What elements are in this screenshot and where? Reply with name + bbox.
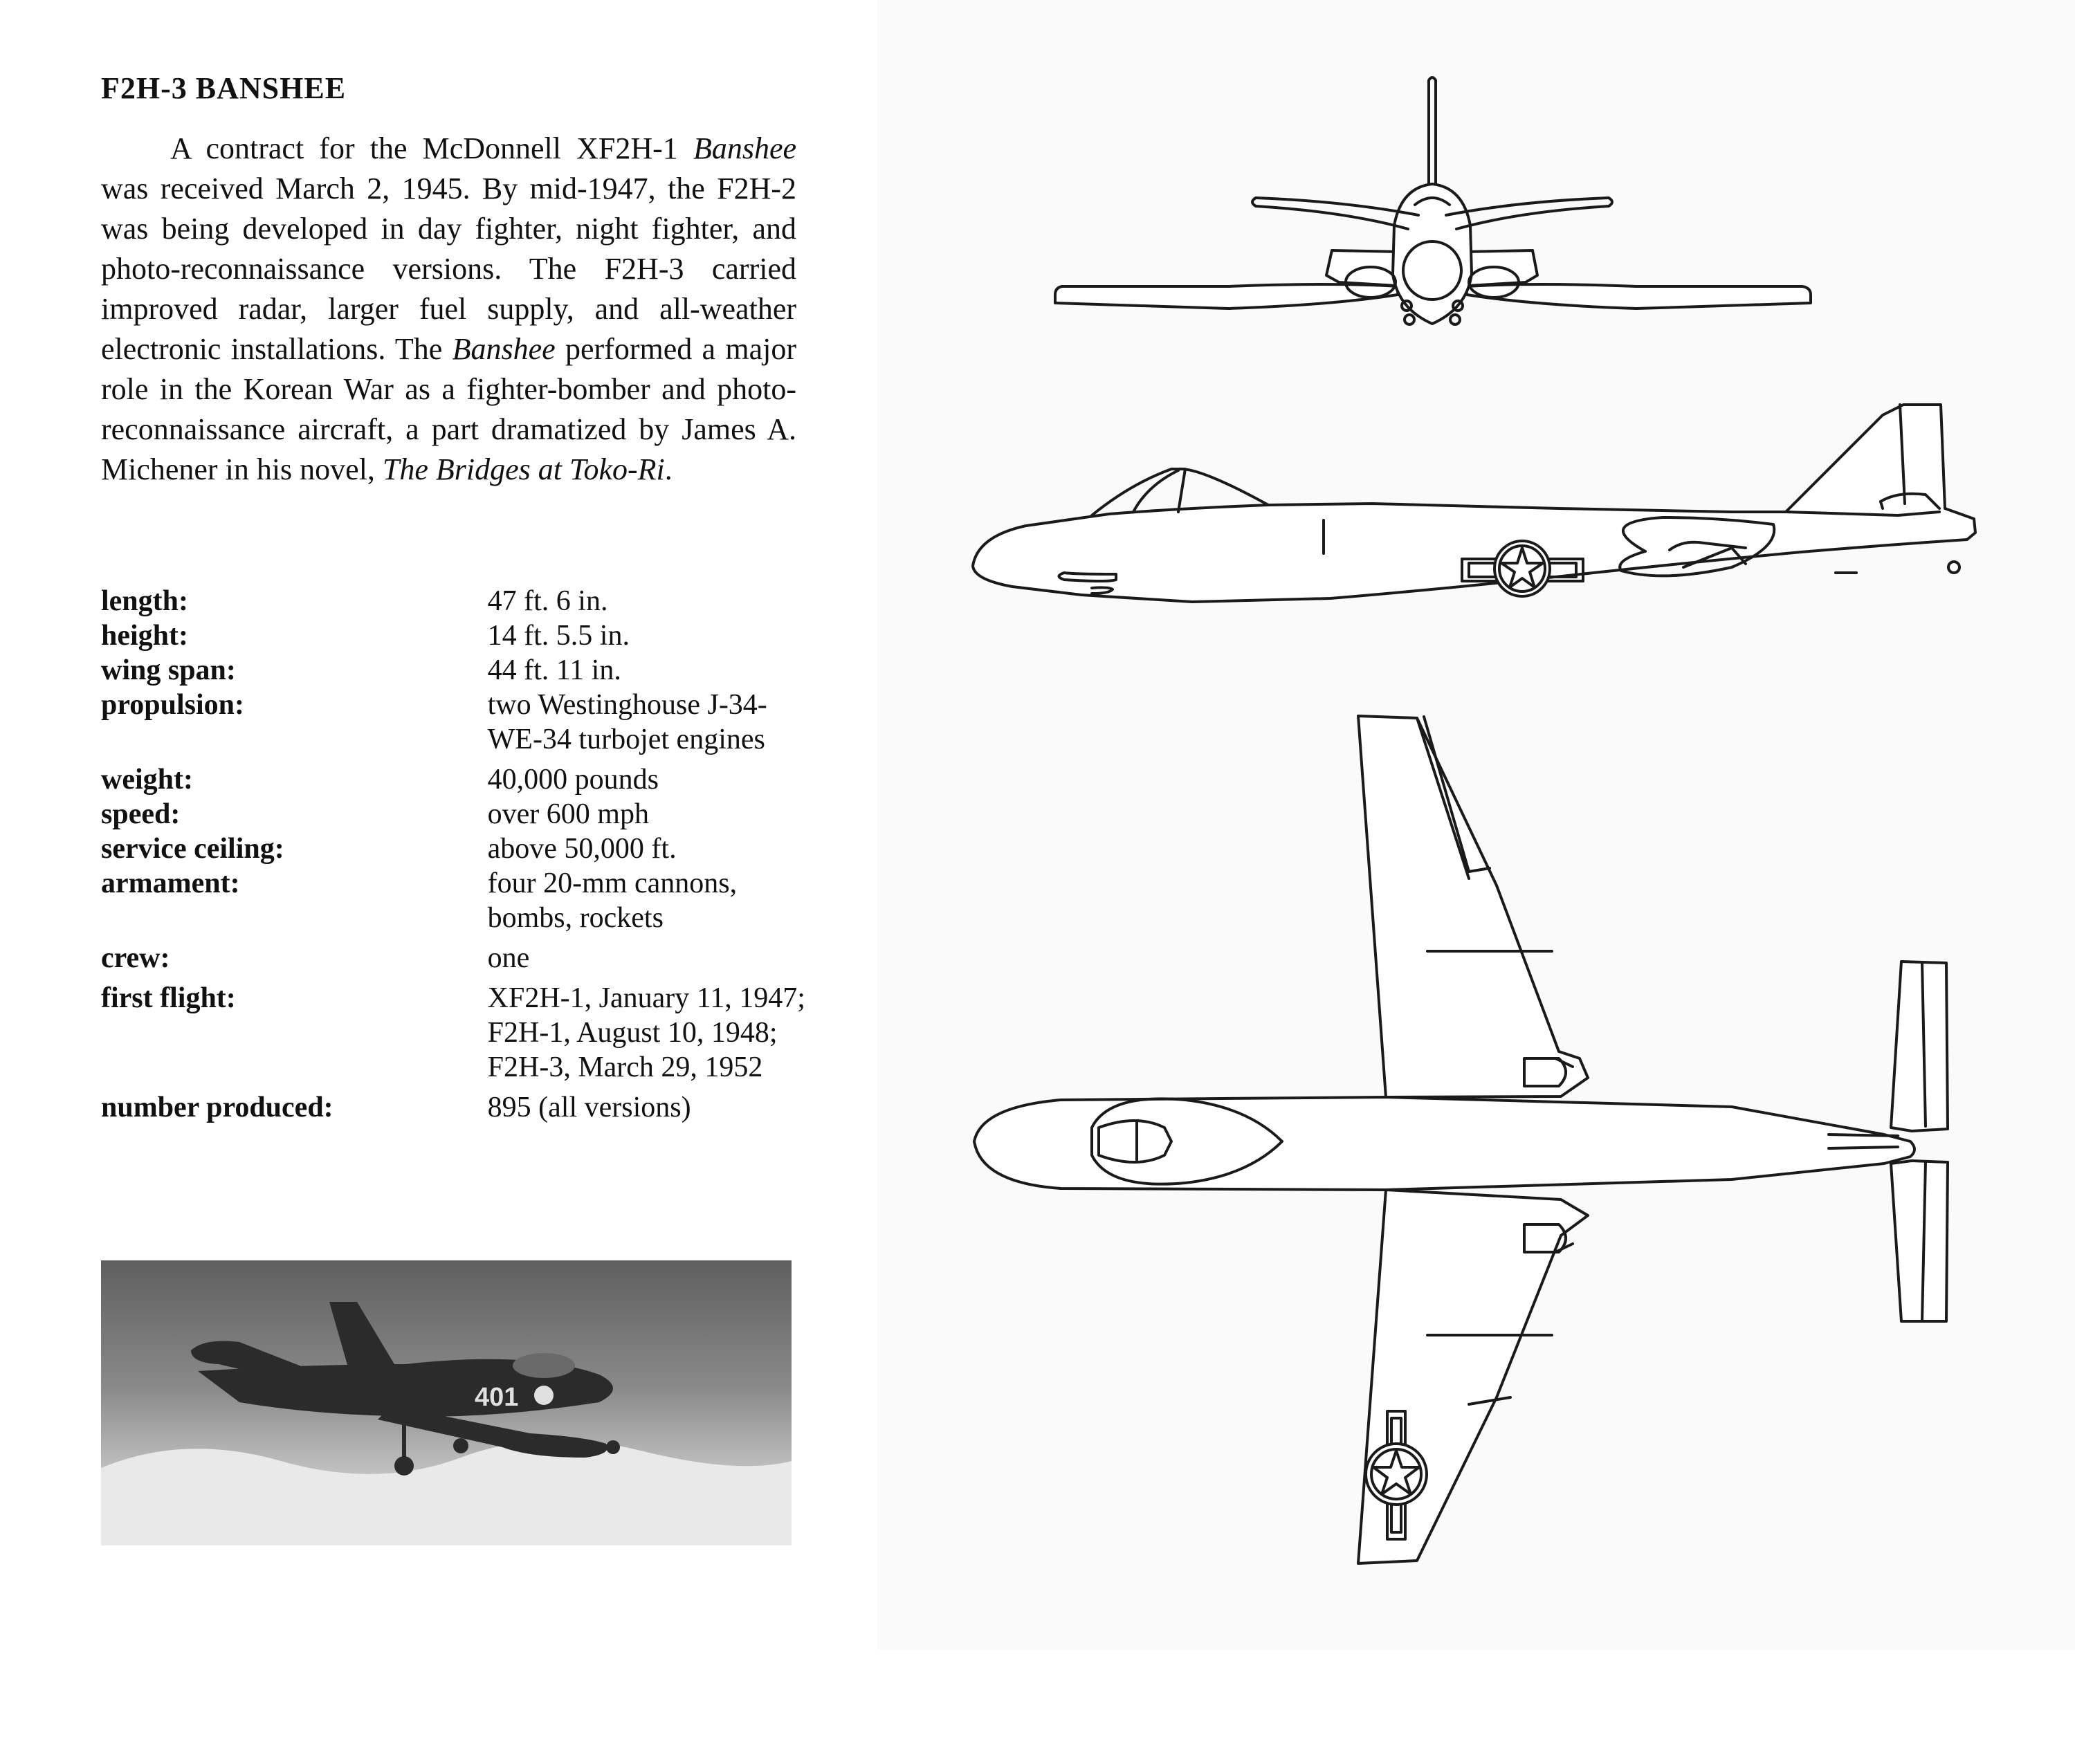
spec-label: weight: (101, 764, 193, 796)
spec-label: first flight: (101, 982, 236, 1014)
spec-label: speed: (101, 798, 181, 830)
spec-row-crew (101, 941, 807, 981)
intro-italic-2: Banshee (452, 332, 556, 366)
spec-row-first-flight (101, 981, 807, 1090)
spec-label: number produced: (101, 1092, 333, 1123)
spec-label: crew: (101, 942, 170, 974)
intro-italic-3: The Bridges at Toko-Ri (382, 452, 665, 486)
spec-row-wing-span (101, 653, 807, 688)
side-view-drawing (971, 367, 2009, 630)
intro-text-1: A contract for the McDonnell XF2H-1 (170, 131, 693, 165)
aircraft-photo-graphic (101, 1260, 792, 1545)
specs-table (101, 584, 807, 1125)
spec-value: one (487, 942, 530, 974)
spec-label: armament: (101, 867, 240, 899)
spec-row-speed (101, 797, 807, 832)
spec-value: two Westinghouse J-34-WE-34 turbojet engines (487, 689, 767, 755)
intro-text-2: was received March 2, 1945. By mid-1947, the F2H-2 was being developed in day fighter, night fighter, and photo-reconnaissance versions. The F2H-3 carried improved radar, larger fuel supply, and all-weather electronic installations. The (101, 172, 796, 366)
intro-italic-1: Banshee (693, 131, 796, 165)
spec-label: length: (101, 585, 188, 617)
spec-value: 44 ft. 11 in. (487, 654, 621, 686)
tail-number: 401 (475, 1383, 519, 1412)
spec-row-height (101, 618, 807, 653)
spec-row-number-produced (101, 1090, 807, 1125)
aircraft-photo (101, 1260, 792, 1545)
intro-text-4: . (664, 452, 673, 486)
intro-text-3: performed a major role in the Korean War as a fighter-bomber and photo-reconnaissance aircraft, a part dramatized by James A. Michener in his novel, (101, 332, 796, 486)
spec-row-propulsion (101, 688, 807, 762)
spec-label: height: (101, 620, 188, 652)
front-view-drawing (1041, 66, 1955, 357)
page-title: F2H-3 BANSHEE (101, 71, 347, 105)
spec-label: service ceiling: (101, 833, 284, 865)
left-page (0, 0, 879, 1764)
spec-value: above 50,000 ft. (487, 833, 677, 865)
spec-value: 14 ft. 5.5 in. (487, 620, 630, 652)
intro-paragraph (101, 129, 796, 490)
spec-row-service-ceiling (101, 832, 807, 866)
spec-value: 47 ft. 6 in. (487, 585, 608, 617)
spec-value: 895 (all versions) (487, 1092, 691, 1123)
spec-label: wing span: (101, 654, 236, 686)
top-view-drawing (971, 713, 2009, 1598)
spec-row-length (101, 584, 807, 618)
drawing-page (877, 0, 2075, 1650)
spec-value: XF2H-1, January 11, 1947; F2H-1, August 10, 1948; F2H-3, March 29, 1952 (487, 982, 805, 1083)
spec-value: over 600 mph (487, 798, 649, 830)
spec-label: propulsion: (101, 689, 244, 721)
spec-row-armament (101, 866, 807, 941)
spec-row-weight (101, 762, 807, 797)
spec-value: 40,000 pounds (487, 764, 659, 796)
spec-value: four 20-mm cannons, bombs, rockets (487, 867, 738, 934)
